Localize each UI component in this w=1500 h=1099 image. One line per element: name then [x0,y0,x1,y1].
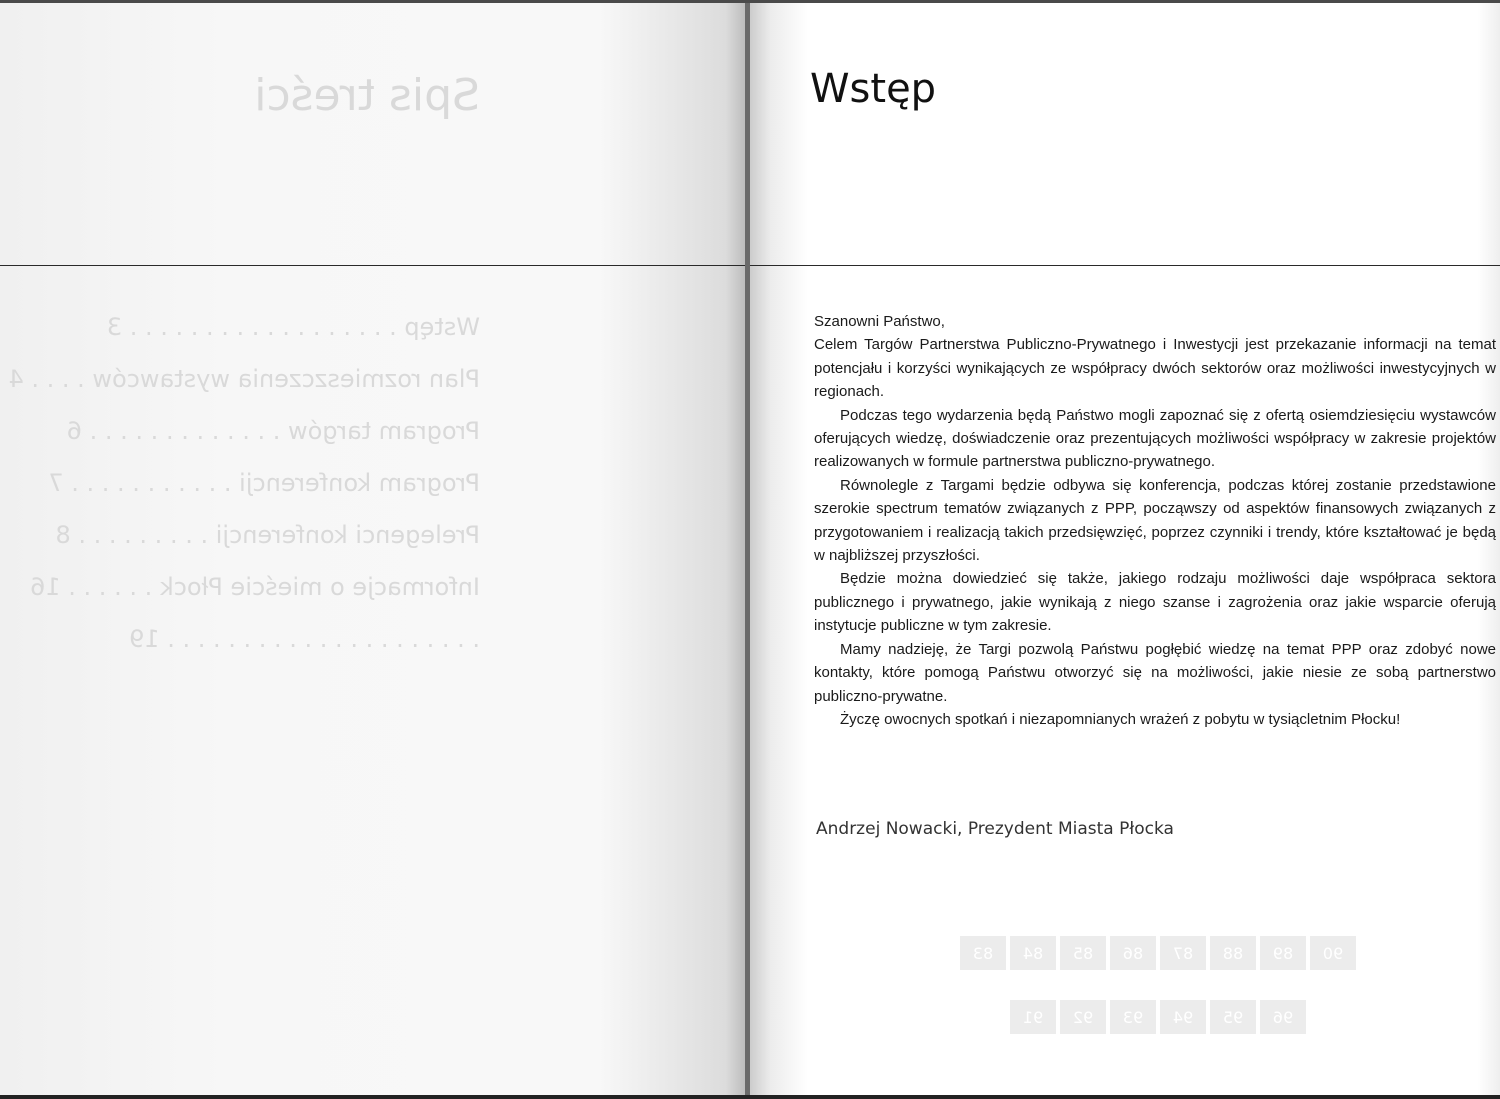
bleed-toc-row: Plan rozmieszczenia wystawców . . . . 4 [8,365,480,393]
bleed-box: 86 [1110,936,1156,970]
bleed-box: 91 [1010,1000,1056,1034]
bleed-boxes-row1 [960,936,1360,970]
bleed-box: 87 [1160,936,1206,970]
bleed-box: 89 [1260,936,1306,970]
horizontal-rule-left [0,265,745,266]
bottom-edge [0,1095,1500,1099]
paragraph: Podczas tego wydarzenia będą Państwo mogli zapoznać się z ofertą osiemdziesięciu wystawców oferujących wiedzę, doświadczenie oraz prezentujących możliwości współpracy w zakresie projektów realizowanych w formule partnerstwa publiczno-prywatnego. [814,406,1496,471]
bleed-box: 88 [1210,936,1256,970]
page-title: Wstęp [810,66,937,112]
bleed-box: 92 [1060,1000,1106,1034]
paragraph: Mamy nadzieję, że Targi pozwolą Państwu pogłębić wiedzę na temat PPP oraz zdobyć nowe kontakty, które pomogą Państwu otworzyć się na możliwości, jakie niesie ze sobą partnerstwo publiczno-prywatne. [814,640,1496,705]
bleed-box: 90 [1310,936,1356,970]
bleed-toc-row: Informacje o mieście Płock . . . . . . 16 [30,573,480,601]
bleed-box: 84 [1010,936,1056,970]
paragraph: Równolegle z Targami będzie odbywa się konferencja, podczas której zostanie przedstawione szerokie spectrum tematów związanych z PPP, począwszy od aspektów finansowych związanych z przygotowaniem i realizacją takich przedsięwzięć, poprzez czynniki i trendy, które kształtować je będą w najbliższej przyszłości. [814,476,1496,565]
bleed-title: Spis treści [254,70,480,121]
bleed-box: 83 [960,936,1006,970]
bleed-boxes-row2 [1010,1000,1310,1034]
bleed-box: 95 [1210,1000,1256,1034]
book-gutter [745,0,750,1099]
bleed-toc-row: Prelegenci konferencji . . . . . . . . . 8 [55,521,480,549]
bleed-toc-row: . . . . . . . . . . . . . . . . . . . . . 19 [129,625,480,653]
signature: Andrzej Nowacki, Prezydent Miasta Płocka [816,819,1174,839]
bleed-box: 96 [1260,1000,1306,1034]
bleed-box: 93 [1110,1000,1156,1034]
bleed-toc-row: Program targów . . . . . . . . . . . . . 6 [66,417,480,445]
left-page [0,0,748,1099]
bleed-box: 94 [1160,1000,1206,1034]
paragraph: Celem Targów Partnerstwa Publiczno-Prywatnego i Inwestycji jest przekazanie informacji na temat potencjału i korzyści wynikających ze współpracy dwóch sektorów oraz możliwości inwestycyjnych w regionach. [814,336,1496,401]
paragraph: Będzie można dowiedzieć się także, jakiego rodzaju możliwości daje współpraca sektora publicznego i prywatnego, jakie wynikają z niego szanse i zagrożenia oraz jakie wsparcie oferują instytucje publiczne w tym zakresie. [814,570,1496,635]
closing-paragraph: Życzę owocnych spotkań i niezapomnianych wrażeń z pobytu w tysiącletnim Płocku! [840,710,1401,728]
left-page-bleed-through [8,70,480,665]
body-text [814,310,1496,731]
top-edge [0,0,1500,3]
salutation: Szanowni Państwo, [814,313,945,330]
bleed-toc-row: Program konferencji . . . . . . . . . . . 7 [48,469,480,497]
horizontal-rule-right [750,265,1500,266]
bleed-box: 85 [1060,936,1106,970]
bleed-toc-row: Wstęp . . . . . . . . . . . . . . . . . . 3 [106,313,480,341]
